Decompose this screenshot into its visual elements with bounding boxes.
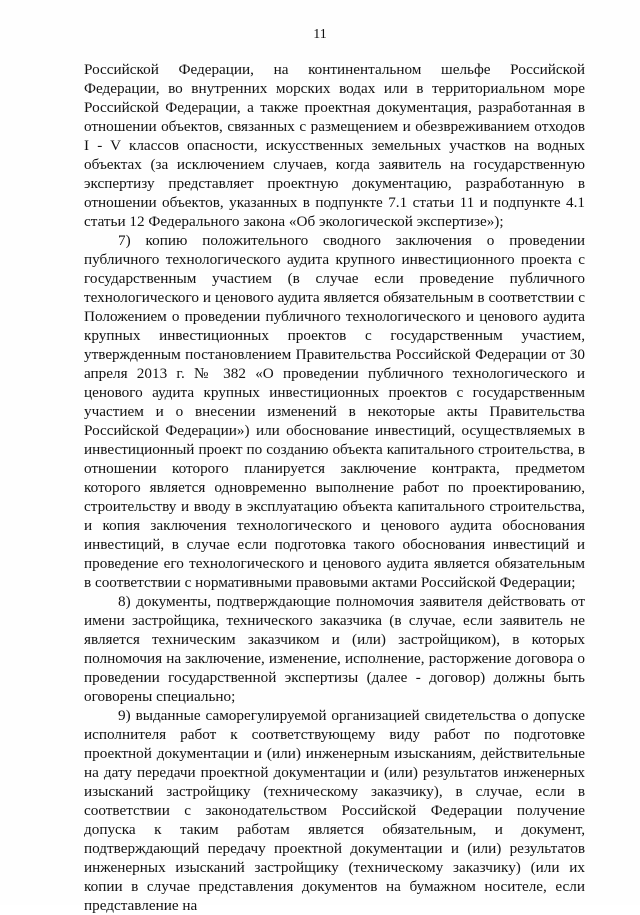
paragraph-item-7: 7) копию положительного сводного заключения о проведении публичного технологического аудита крупного инвестиционного проекта с государственным участием (в случае если проведение публичного технологического и ценового аудита является обязательным в соответствии с Положением о проведении публичного технологического и ценового аудита крупных инвестиционных проектов с государственным участием, утвержденным постановлением Правительства Российской Федерации от 30 апреля 2013 г. № 382 «О проведении публичного технологического и ценового аудита крупных инвестиционных проектов с государственным участием и о внесении изменений в некоторые акты Правительства Российской Федерации») или обоснование инвестиций, осуществляемых в инвестиционный проект по созданию объекта капитального строительства, в отношении которого планируется заключение контракта, предметом которого является одновременно выполнение работ по проектированию, строительству и вводу в эксплуатацию объекта капитального строительства, и копия заключения технологического и ценового аудита обоснования инвестиций, в случае если подготовка такого обоснования инвестиций и проведение его технологического и ценового аудита является обязательным в соответствии с нормативными правовыми актами Российской Федерации; xyxy=(84,232,585,591)
paragraph-item-9: 9) выданные саморегулируемой организацией свидетельства о допуске исполнителя работ к соответствующему виду работ по подготовке проектной документации и (или) инженерным изысканиям, действительные на дату передачи проектной документации и (или) результатов инженерных изысканий застройщику (техническому заказчику), в случае, если в соответствии с законодательством Российской Федерации получение допуска к таким работам является обязательным, и документ, подтверждающий передачу проектной документации и (или) результатов инженерных изысканий застройщику (техническому заказчику) (или их копии в случае представления документов на бумажном носителе, если представление на xyxy=(84,707,585,914)
page-number: 11 xyxy=(313,27,327,42)
paragraph-item-8: 8) документы, подтверждающие полномочия заявителя действовать от имени застройщика, технического заказчика (в случае, если заявитель не является техническим заказчиком и (или) застройщиком), в которых полномочия на заключение, изменение, исполнение, расторжение договора о проведении государственной экспертизы (далее - договор) должны быть оговорены специально; xyxy=(84,593,585,705)
paragraph-continuation: Российской Федерации, на континентальном шельфе Российской Федерации, во внутренних морских водах или в территориальном море Российской Федерации, а также проектная документация, разработанная в отношении объектов, связанных с размещением и обезвреживанием отходов I - V классов опасности, искусственных земельных участков на водных объектах (за исключением случаев, когда заявитель на государственную экспертизу представляет проектную документацию, разработанную в отношении объектов, указанных в подпункте 7.1 статьи 11 и подпункте 4.1 статьи 12 Федерального закона «Об экологической экспертизе»); xyxy=(84,61,585,230)
document-body xyxy=(84,60,585,915)
